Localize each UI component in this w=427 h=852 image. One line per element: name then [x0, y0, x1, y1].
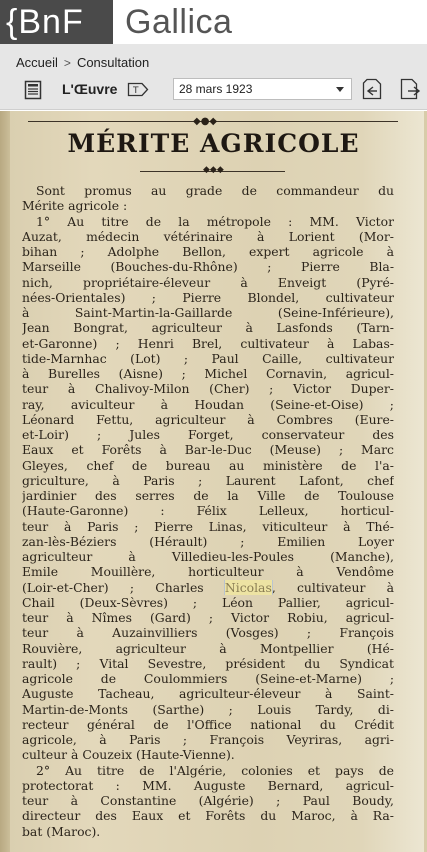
article-line: Emile Mouillère, horticulteur à Vendôme — [22, 564, 394, 580]
article-line: à Burelles (Aisne) ; Michel Cornavin, agricul- — [22, 366, 394, 381]
title-label: L'Œuvre — [62, 81, 118, 97]
article-line: et-Garonne) ; Henri Brel, cultivateur à Labas- — [22, 335, 394, 351]
article-line: Léonard Fettu, agriculteur à Combres (Eure- — [22, 411, 394, 427]
article-line: Eaux et Forêts à Bar-le-Duc (Meuse) ; Marc — [22, 442, 394, 458]
chevron-down-icon — [336, 87, 344, 92]
bnf-logo[interactable]: {BnF — [0, 0, 113, 44]
newspaper-page[interactable] — [0, 111, 427, 852]
viewer-toolbar — [0, 44, 427, 110]
article-line: Mérite agricole : — [22, 198, 128, 214]
article-line: tide-Marnhac (Lot) ; Paul Caille, cultivateur — [22, 350, 394, 366]
previous-issue-icon[interactable] — [362, 78, 382, 100]
gallica-title[interactable]: Gallica — [125, 3, 233, 41]
article-line: 1° Au titre de la métropole : MM. Victor — [36, 213, 394, 229]
article-title: MÉRITE AGRICOLE — [67, 129, 360, 158]
svg-text:T: T — [133, 86, 139, 96]
article-line: nich, propriétaire-éleveur à Enveigt (Pyré- — [22, 274, 394, 290]
next-issue-icon[interactable] — [400, 78, 422, 100]
article-line: teur à Constantine (Algérie) ; Paul Boudy, — [22, 793, 394, 808]
article-line: Rouvière, agriculteur à Montpellier (Hé- — [22, 640, 394, 656]
article-line: et-Loir) ; Jules Forget, conservateur des — [22, 427, 394, 442]
article-line: zan-lès-Béziers (Hérault) ; Emilien Loyer — [22, 533, 394, 549]
issue-date-value: 28 mars 1923 — [179, 82, 253, 96]
article-line: Martin-de-Monts (Sarthe) ; Louis Tardy, di- — [22, 701, 394, 717]
article-line: teur à Auzainvilliers (Vosges) ; François — [22, 625, 394, 641]
article-line: Auguste Tacheau, agriculteur-éleveur à Saint- — [22, 686, 394, 702]
article-line: bat (Maroc). — [22, 823, 101, 839]
ornament-icon: ◆◆◆ — [203, 165, 224, 175]
article-line: nées-Orientales) ; Pierre Blondel, cultivateur — [22, 289, 394, 305]
article-line: teur à Paris ; Pierre Linas, viticulteur à Thé- — [22, 518, 394, 534]
article-line: Marseille (Bouches-du-Rhône) ; Pierre Bla- — [22, 259, 394, 275]
article-line: Sont promus au grade de commandeur du — [36, 183, 394, 198]
tag-t-icon[interactable] — [127, 82, 149, 97]
search-highlight[interactable]: Nicolas — [224, 579, 272, 595]
article-line: Gleyes, chef de bureau au ministère de l'a- — [22, 457, 394, 473]
article-line: (Haute-Garonne) : Félix Lelleux, horticul- — [22, 503, 394, 519]
article-line: rault) ; Vital Sevestre, président du Syndicat — [22, 655, 394, 671]
article-line: directeur des Eaux et Forêts du Maroc, à Ra- — [22, 808, 394, 824]
issue-date-select[interactable] — [173, 78, 352, 100]
article-line: Auzat, médecin vétérinaire à Lorient (Mor- — [22, 228, 394, 244]
article-line: à Saint-Martin-la-Gaillarde (Seine-Inférieure), — [22, 305, 394, 320]
article-line: griculture, à Paris ; Laurent Lafont, chef — [22, 472, 394, 488]
article-line: ray, aviculteur à Houdan (Seine-et-Oise) ; — [22, 396, 394, 412]
breadcrumb-separator: > — [63, 55, 71, 70]
breadcrumb-home[interactable]: Accueil — [16, 55, 58, 70]
article-line-highlighted[interactable]: (Loir-et-Cher) ; Charles Nicolas, cultivateur à — [22, 579, 394, 595]
article-line: culteur à Couzeix (Haute-Vienne). — [22, 747, 235, 763]
breadcrumb-current: Consultation — [76, 55, 150, 70]
site-header — [0, 0, 427, 44]
article-body — [22, 183, 394, 839]
article-line: bihan ; Adolphe Bellon, expert agricole à — [22, 244, 394, 259]
article-line: agricole de Coulommiers (Seine-et-Marne) ; — [22, 671, 394, 686]
article-line: protectorat : MM. Auguste Bernard, agricul- — [22, 777, 394, 793]
article-line: 2° Au titre de l'Algérie, colonies et pays de — [36, 762, 394, 778]
breadcrumb — [16, 55, 149, 70]
article-line: agriculteur à Villedieu-les-Poules (Manche), — [22, 549, 394, 564]
toolbar-row — [0, 77, 427, 103]
document-icon[interactable] — [24, 80, 42, 100]
article-line: recteur général de l'Office national du Crédit — [22, 716, 394, 732]
article-line: Chail (Deux-Sèvres) ; Léon Pallier, agricul- — [22, 594, 394, 610]
article-line: agricole, à Paris ; François Veyriras, agri- — [22, 732, 394, 747]
article-line: teur à Nîmes (Gard) ; Victor Robiu, agricul- — [22, 610, 394, 625]
article-line: jardinier des serres de la Ville de Toulouse — [22, 488, 394, 503]
article-line: teur à Chalivoy-Milon (Cher) ; Victor Duper- — [22, 381, 394, 397]
article-line: Jean Bongrat, agriculteur à Lasfonds (Tarn- — [22, 320, 394, 336]
ornament-icon: ◆●◆ — [193, 116, 218, 127]
